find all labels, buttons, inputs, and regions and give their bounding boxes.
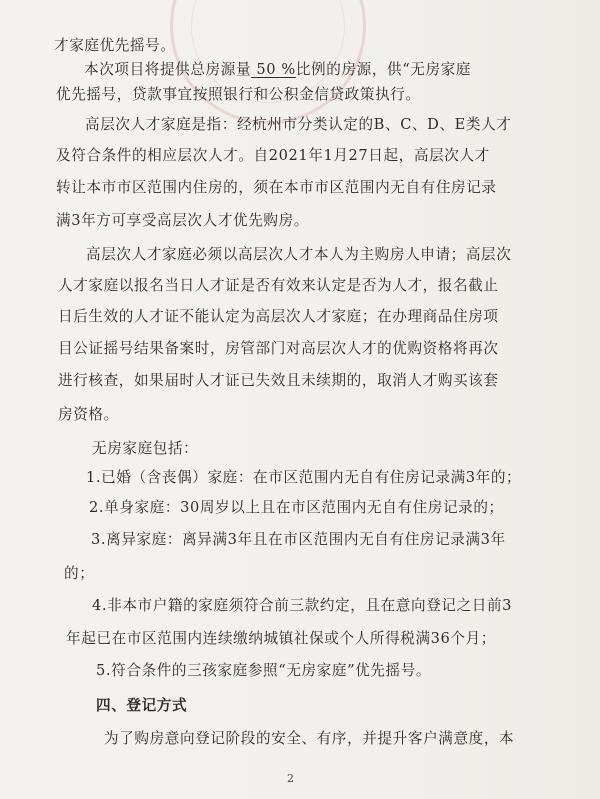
- text-line: 年起已在市区范围内连续缴纳城镇社保或个人所得税满36个月；: [66, 630, 497, 647]
- text-line: 转让本市市区范围内住房的，须在本市市区范围内无自有住房记录: [56, 179, 497, 196]
- text-line: 高层次人才家庭必须以高层次人才本人为主购房人申请；高层次: [86, 246, 512, 263]
- text-line: 房资格。: [58, 406, 119, 423]
- text-line: 优先摇号，贷款事宜按照银行和公积金信贷政策执行。: [56, 86, 421, 103]
- underlined-percentage: 50 %: [251, 61, 296, 78]
- text-line-prefix: 本次项目将提供总房源量: [84, 61, 252, 78]
- text-line: 日后生效的人才证不能认定为高层次人才家庭；在办理商品住房项: [58, 308, 499, 325]
- text-line: 人才家庭以报名当日人才证是否有效来认定是否为人才，报名截止: [58, 277, 499, 294]
- text-line: 的；: [64, 565, 95, 582]
- text-line: [84, 58, 471, 79]
- section-heading: 四、登记方式: [96, 697, 188, 714]
- text-line: 高层次人才家庭是指：经杭州市分类认定的B、C、D、E类人才: [85, 116, 512, 133]
- text-line: 目公证摇号结果备案时，房管部门对高层次人才的优购资格将再次: [58, 340, 499, 357]
- page-number: 2: [287, 772, 294, 785]
- text-line: 进行核查，如果届时人才证已失效且未续期的，取消人才购买该套: [58, 372, 499, 389]
- list-item: 2.单身家庭：30周岁以上且在市区范围内无自有住房记录的；: [89, 499, 504, 516]
- list-item: 3.离异家庭：离异满3年且在市区范围内无自有住房记录满3年: [91, 531, 506, 548]
- text-line: 满3年方可享受高层次人才优先购房。: [56, 212, 309, 229]
- list-item: 1.已婚（含丧偶）家庭：在市区范围内无自有住房记录满3年的；: [86, 469, 522, 486]
- text-line-suffix: 比例的房源，供“无房家庭: [295, 61, 472, 78]
- text-line: 无房家庭包括：: [92, 440, 199, 457]
- list-item: 5.符合条件的三孩家庭参照“无房家庭”优先摇号。: [96, 662, 432, 679]
- text-line: 为了购房意向登记阶段的安全、有序，并提升客户满意度，本: [104, 730, 515, 747]
- list-item: 4.非本市户籍的家庭须符合前三款约定，且在意向登记之日前3: [92, 597, 513, 614]
- text-line: 及符合条件的相应层次人才。自2021年1月27日起，高层次人才: [56, 147, 490, 164]
- text-line: 才家庭优先摇号。: [54, 37, 176, 54]
